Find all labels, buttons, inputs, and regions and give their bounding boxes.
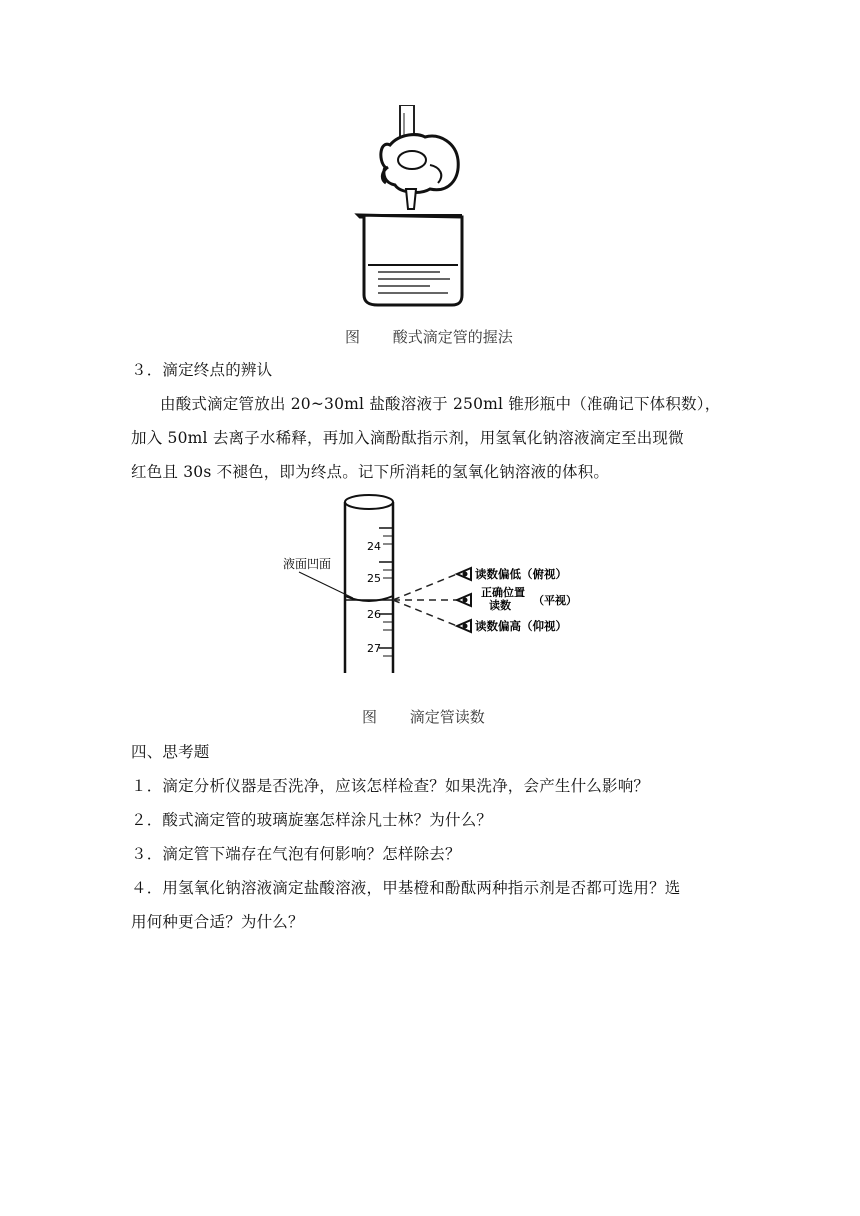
tick-label-24: 24 (367, 540, 381, 553)
section3-para-line-2: 加入 50ml 去离子水稀释，再加入滴酚酞指示剂，用氢氧化钠溶液滴定至出现微 (131, 429, 684, 447)
burette-reading-figure (275, 488, 595, 733)
question-1: １．滴定分析仪器是否洗净，应该怎样检查？如果洗净，会产生什么影响？ (131, 777, 650, 795)
tick-label-25: 25 (367, 572, 381, 585)
tick-label-26: 26 (367, 608, 381, 621)
figure1-caption (345, 326, 513, 347)
burette-grip-figure (330, 105, 540, 350)
figure2-caption-text: 滴定管读数 (409, 708, 485, 726)
reading-correct-line2: 读数 (489, 599, 511, 612)
figure1-caption-text: 酸式滴定管的握法 (392, 328, 513, 346)
question-4-line-1: ４．用氢氧化钠溶液滴定盐酸溶液，甲基橙和酚酞两种指示剂是否都可选用？选 (131, 879, 681, 897)
eye-icon-top (457, 568, 471, 580)
question-2: ２．酸式滴定管的玻璃旋塞怎样涂凡士林？为什么？ (131, 811, 493, 829)
tick-label-27: 27 (367, 642, 381, 655)
eye-icon-middle (457, 594, 471, 606)
figure1-caption-label: 图 (345, 328, 361, 346)
section3-para-line-3: 红色且 30s 不褪色，即为终点。记下所消耗的氢氧化钠溶液的体积。 (131, 463, 610, 481)
reading-low-label: 读数偏低（俯视） (475, 567, 567, 581)
section3-heading: ３．滴定终点的辨认 (131, 361, 273, 379)
question-4-line-2: 用何种更合适？为什么？ (131, 913, 304, 931)
question-3: ３．滴定管下端存在气泡有何影响？怎样除去？ (131, 845, 461, 863)
section4-heading: 四、思考题 (131, 743, 210, 761)
reading-correct-tag: （平视） (533, 594, 577, 607)
reading-correct-line1: 正确位置 (481, 586, 525, 599)
reading-high-label: 读数偏高（仰视） (475, 619, 567, 633)
figure2-caption (362, 706, 485, 727)
section3-para-line-1: 由酸式滴定管放出 20~30ml 盐酸溶液于 250ml 锥形瓶中（准确记下体积数）， (160, 395, 721, 413)
eye-icon-bottom (457, 620, 471, 632)
meniscus-label: 液面凹面 (283, 557, 332, 571)
figure2-caption-label: 图 (362, 708, 378, 726)
